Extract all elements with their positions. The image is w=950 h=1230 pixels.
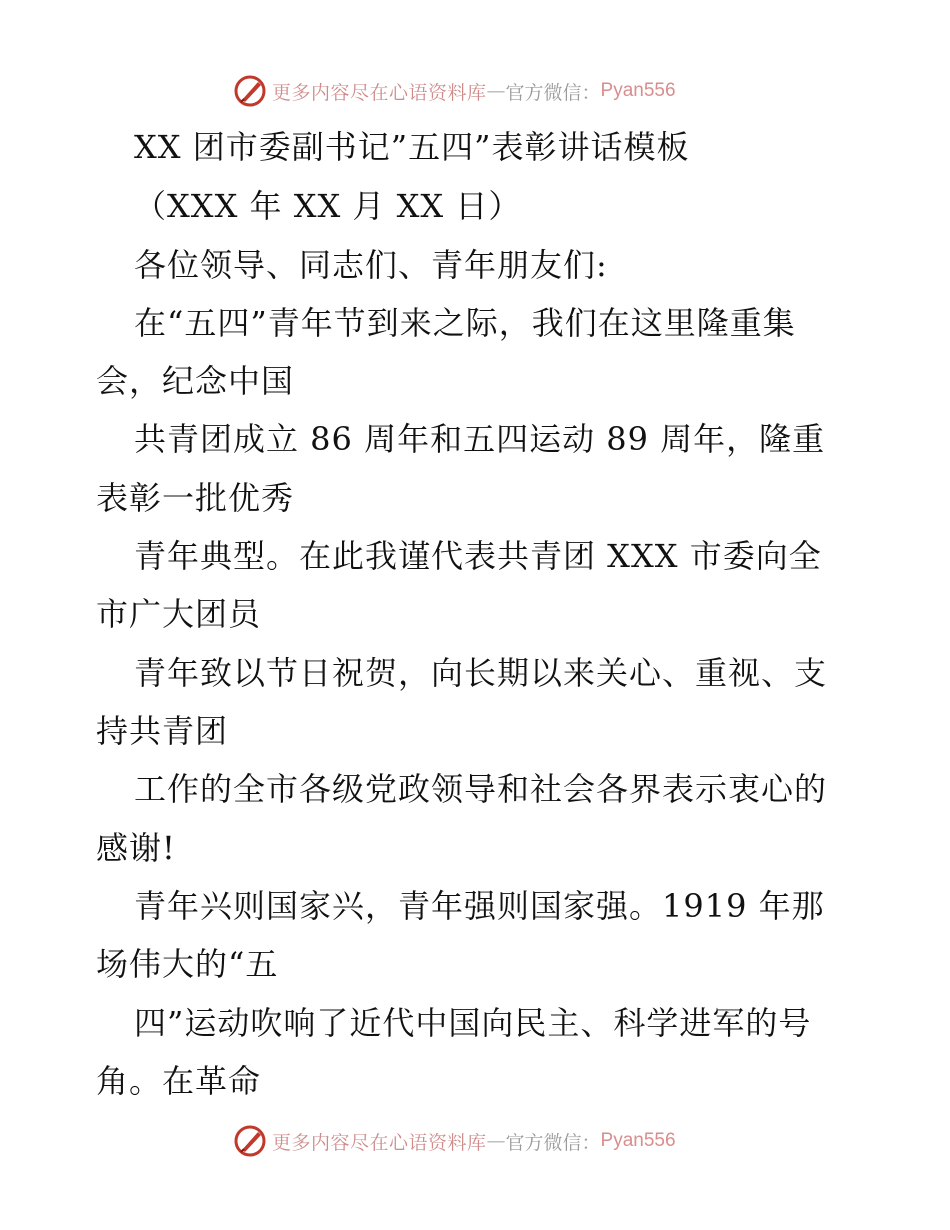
paragraph-line: 共青团成立 86 周年和五四运动 89 周年，隆重: [134, 420, 826, 458]
banner-wechat-id: Pyan556: [600, 80, 676, 101]
footer-banner: [232, 1121, 752, 1161]
paragraph-line: 青年典型。在此我谨代表共青团 XXX 市委向全: [134, 537, 822, 575]
paragraph-line: 四”运动吹响了近代中国向民主、科学进军的号: [134, 1004, 812, 1042]
paragraph-line: 感谢!: [96, 829, 176, 867]
document-salutation: 各位领导、同志们、青年朋友们:: [134, 246, 608, 284]
banner-separator: —: [486, 80, 506, 102]
document-title: XX 团市委副书记”五四”表彰讲话模板: [134, 128, 690, 166]
paragraph-line: 青年致以节日祝贺，向长期以来关心、重视、支: [134, 654, 828, 692]
paragraph-line: 工作的全市各级党政领导和社会各界表示衷心的: [134, 770, 828, 808]
header-banner: [232, 71, 752, 111]
banner-main-text: 更多内容尽在心语资料库: [272, 81, 487, 104]
paragraph-line: 会，纪念中国: [96, 362, 295, 400]
quill-in-circle-icon: [232, 73, 268, 109]
banner-main-text: 更多内容尽在心语资料库: [272, 1131, 487, 1154]
quill-in-circle-icon: [232, 1123, 268, 1159]
paragraph-line: 场伟大的“五: [96, 945, 279, 983]
banner-sub-text: 官方微信：: [505, 81, 601, 104]
paragraph-line: 角。在革命: [96, 1062, 262, 1100]
paragraph-line: 青年兴则国家兴，青年强则国家强。1919 年那: [134, 887, 825, 925]
paragraph-line: 在“五四”青年节到来之际，我们在这里隆重集: [134, 304, 796, 342]
paragraph-line: 市广大团员: [96, 595, 262, 633]
banner-separator: —: [486, 1130, 506, 1152]
paragraph-line: 持共青团: [96, 712, 229, 750]
banner-sub-text: 官方微信：: [505, 1131, 601, 1154]
banner-wechat-id: Pyan556: [600, 1130, 676, 1151]
paragraph-line: 表彰一批优秀: [96, 479, 295, 517]
document-date: （XXX 年 XX 月 XX 日）: [134, 187, 522, 225]
